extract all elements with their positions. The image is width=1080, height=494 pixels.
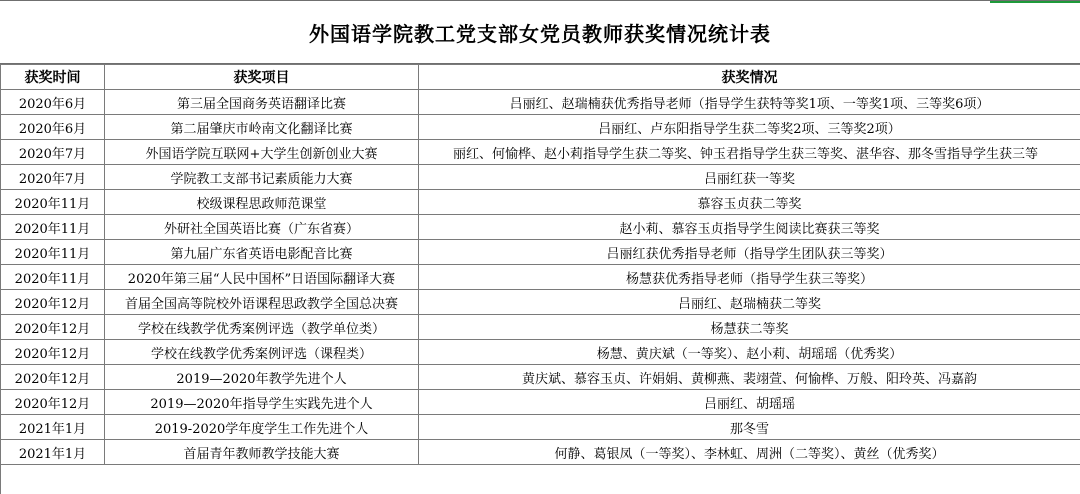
cell-project[interactable]: 学院教工支部书记素质能力大赛 xyxy=(105,165,419,190)
cell-date[interactable]: 2021年1月 xyxy=(1,415,105,440)
table-row xyxy=(1,290,1080,315)
cell-result[interactable]: 杨慧、黄庆斌（一等奖）、赵小莉、胡瑶瑶（优秀奖） xyxy=(419,340,1080,365)
table-row xyxy=(1,365,1080,390)
cell-date[interactable]: 2020年6月 xyxy=(1,115,105,140)
cell-result[interactable]: 吕丽红、赵瑞楠获优秀指导老师（指导学生获特等奖1项、一等奖1项、三等奖6项） xyxy=(419,90,1080,115)
table-title-row[interactable] xyxy=(0,0,1080,64)
cell-project[interactable]: 2019—2020年教学先进个人 xyxy=(105,365,419,390)
cell-date[interactable]: 2020年12月 xyxy=(1,365,105,390)
cell-project[interactable]: 学校在线教学优秀案例评选（教学单位类） xyxy=(105,315,419,340)
table-row xyxy=(1,415,1080,440)
table-row xyxy=(1,90,1080,115)
table-row xyxy=(1,190,1080,215)
cell-result[interactable]: 黄庆斌、慕容玉贞、许娟娟、黄柳燕、裴翊萱、何愉桦、万般、阳玲英、冯嘉韵 xyxy=(419,365,1080,390)
table-title: 外国语学院教工党支部女党员教师获奖情况统计表 xyxy=(309,21,771,46)
cell-result[interactable]: 赵小莉、慕容玉贞指导学生阅读比赛获三等奖 xyxy=(419,215,1080,240)
header-result[interactable]: 获奖情况 xyxy=(419,65,1080,90)
cell-date[interactable]: 2020年11月 xyxy=(1,190,105,215)
header-project[interactable]: 获奖项目 xyxy=(105,65,419,90)
header-row xyxy=(1,65,1080,90)
table-row xyxy=(1,390,1080,415)
header-date[interactable]: 获奖时间 xyxy=(1,65,105,90)
cell-selection-marker xyxy=(990,1,1080,3)
cell-date[interactable]: 2021年1月 xyxy=(1,440,105,465)
table-row xyxy=(1,340,1080,365)
cell-date[interactable]: 2020年6月 xyxy=(1,90,105,115)
cell-date[interactable]: 2020年7月 xyxy=(1,140,105,165)
cell-result[interactable]: 慕容玉贞获二等奖 xyxy=(419,190,1080,215)
cell-project[interactable]: 首届青年教师教学技能大赛 xyxy=(105,440,419,465)
cell-date[interactable]: 2020年11月 xyxy=(1,215,105,240)
cell-result[interactable]: 吕丽红、胡瑶瑶 xyxy=(419,390,1080,415)
cell-project[interactable]: 外国语学院互联网+大学生创新创业大赛 xyxy=(105,140,419,165)
cell-result[interactable]: 那冬雪 xyxy=(419,415,1080,440)
table-row xyxy=(1,140,1080,165)
cell-project[interactable]: 2019-2020学年度学生工作先进个人 xyxy=(105,415,419,440)
table-row xyxy=(1,215,1080,240)
table-row xyxy=(1,115,1080,140)
cell-project[interactable]: 首届全国高等院校外语课程思政教学全国总决赛 xyxy=(105,290,419,315)
cell-project[interactable]: 第九届广东省英语电影配音比赛 xyxy=(105,240,419,265)
table-row xyxy=(1,440,1080,465)
cell-result[interactable]: 杨慧获二等奖 xyxy=(419,315,1080,340)
cell-date[interactable]: 2020年11月 xyxy=(1,265,105,290)
cell-result[interactable]: 吕丽红、赵瑞楠获二等奖 xyxy=(419,290,1080,315)
cell-project[interactable]: 2019—2020年指导学生实践先进个人 xyxy=(105,390,419,415)
cell-project[interactable]: 外研社全国英语比赛（广东省赛） xyxy=(105,215,419,240)
table-row xyxy=(1,240,1080,265)
cell-date[interactable]: 2020年11月 xyxy=(1,240,105,265)
table-row xyxy=(1,165,1080,190)
cell-date[interactable]: 2020年12月 xyxy=(1,290,105,315)
cell-project[interactable]: 第二届肇庆市岭南文化翻译比赛 xyxy=(105,115,419,140)
cell-project[interactable]: 第三届全国商务英语翻译比赛 xyxy=(105,90,419,115)
cell-result[interactable]: 吕丽红获一等奖 xyxy=(419,165,1080,190)
cell-result[interactable]: 丽红、何愉桦、赵小莉指导学生获二等奖、钟玉君指导学生获三等奖、湛华容、那冬雪指导学生获三等 xyxy=(419,140,1080,165)
cell-project[interactable]: 2020年第三届“人民中国杯”日语国际翻译大赛 xyxy=(105,265,419,290)
cell-result[interactable]: 杨慧获优秀指导老师（指导学生获三等奖） xyxy=(419,265,1080,290)
cell-date[interactable]: 2020年12月 xyxy=(1,390,105,415)
table-row xyxy=(1,315,1080,340)
awards-table xyxy=(0,64,1080,465)
grid-left-edge xyxy=(0,64,1,494)
cell-date[interactable]: 2020年12月 xyxy=(1,315,105,340)
cell-date[interactable]: 2020年12月 xyxy=(1,340,105,365)
cell-project[interactable]: 学校在线教学优秀案例评选（课程类） xyxy=(105,340,419,365)
cell-project[interactable]: 校级课程思政师范课堂 xyxy=(105,190,419,215)
cell-date[interactable]: 2020年7月 xyxy=(1,165,105,190)
cell-result[interactable]: 何静、葛银凤（一等奖）、李林虹、周洲（二等奖）、黄丝（优秀奖） xyxy=(419,440,1080,465)
table-row xyxy=(1,265,1080,290)
cell-result[interactable]: 吕丽红、卢东阳指导学生获二等奖2项、三等奖2项） xyxy=(419,115,1080,140)
cell-result[interactable]: 吕丽红获优秀指导老师（指导学生团队获三等奖） xyxy=(419,240,1080,265)
